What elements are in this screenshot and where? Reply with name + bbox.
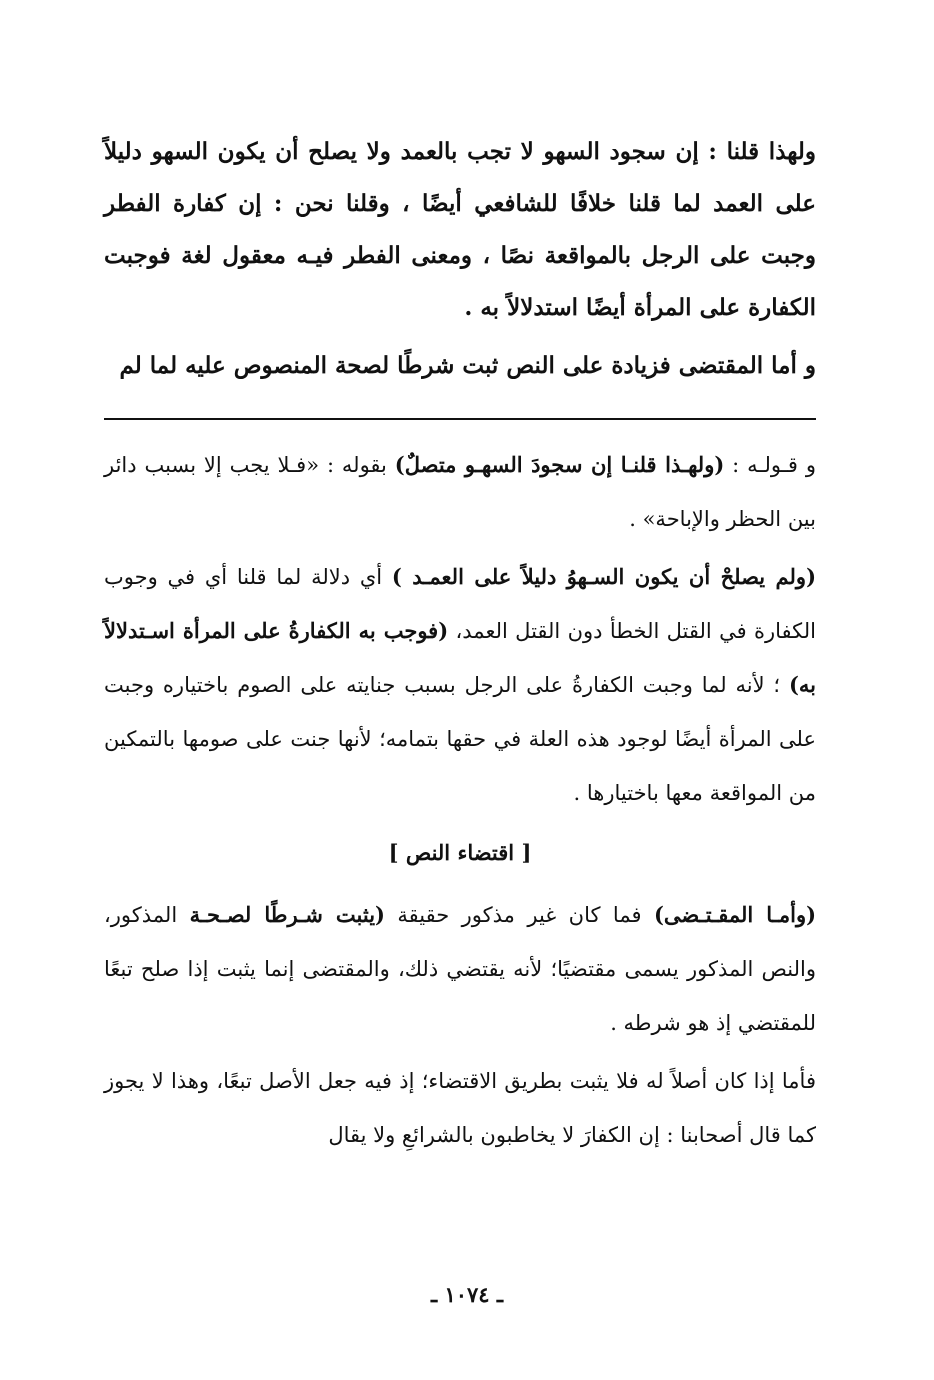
footnote-divider bbox=[104, 418, 816, 420]
book-page bbox=[104, 126, 816, 1162]
commentary-lemma: (فوجب به الكفارةُ على المرأة اسـتدلالاً به) bbox=[104, 618, 816, 697]
main-paragraph-1: ولهذا قلنا : إن سجود السهو لا تجب بالعمد ولا يصلح أن يكون السهو دليلاً على العمد لما قلنا خلافًا للشافعي أيضًا ، وقلنا نحن : إن كفارة الفطر وجبت على الرجل بالمواقعة نصًا ، ومعنى الفطر فيـه معقول لغة فوجبت الكفارة على المرأة أيضًا استدلالاً به . bbox=[104, 138, 816, 321]
commentary-text: و قـولـه : bbox=[724, 453, 816, 477]
commentary-text: بقوله : «فـلا يجب إلا بسبب دائر بين الحظر والإباحة» . bbox=[104, 453, 816, 531]
main-paragraph-2: و أما المقتضى فزيادة على النص ثبت شرطًا لصحة المنصوص عليه لما لم bbox=[119, 352, 816, 379]
commentary-text: ؛ لأنه لما وجبت الكفارةُ على الرجل بسبب جنايته على الصوم باختياره وجبت على المرأة أيضًا لوجود هذه العلة في حقها بتمامه؛ لأنها جنت على صومها بالتمكين من المواقعة معها باختيارها . bbox=[104, 673, 816, 805]
main-text-block bbox=[104, 126, 816, 392]
commentary-block bbox=[104, 438, 816, 1162]
commentary-text: المذكور، والنص المذكور يسمى مقتضيًا؛ لأنه يقتضي ذلك، والمقتضى إنما يثبت إذا صلح تبعًا للمقتضي إذ هو شرطه . bbox=[104, 903, 816, 1035]
commentary-lemma: (يثبت شـرطًا لصـحـة bbox=[189, 902, 385, 927]
commentary-paragraph-4: فأما إذا كان أصلاً له فلا يثبت بطريق الاقتضاء؛ إذ فيه جعل الأصل تبعًا، وهذا لا يجوز كما قال أصحابنا : إن الكفارَ لا يخاطبون بالشرائعِ ولا يقال bbox=[104, 1069, 816, 1147]
page-number: ـ ١٠٧٤ ـ bbox=[430, 1282, 504, 1307]
section-heading: [ اقتضاء النص ] bbox=[388, 840, 532, 865]
commentary-lemma: (وأمـا المقـتـضى) bbox=[653, 902, 817, 927]
commentary-text: فما كان غير مذكور حقيقة bbox=[384, 903, 654, 927]
commentary-lemma: (ولهـذا قلنـا إن سجودَ السهـو متصلٌ) bbox=[394, 452, 725, 477]
commentary-text: أي دلالة لما قلنا أي في وجوب الكفارة في القتل الخطأ دون القتل العمد، bbox=[104, 565, 816, 643]
commentary-paragraph-2 bbox=[104, 550, 816, 820]
commentary-paragraph-3 bbox=[104, 888, 816, 1050]
commentary-paragraph-1 bbox=[104, 438, 816, 546]
commentary-lemma: (ولم يصلحْ أن يكون السـهوُ دليلاً على العمـد ) bbox=[391, 564, 817, 589]
